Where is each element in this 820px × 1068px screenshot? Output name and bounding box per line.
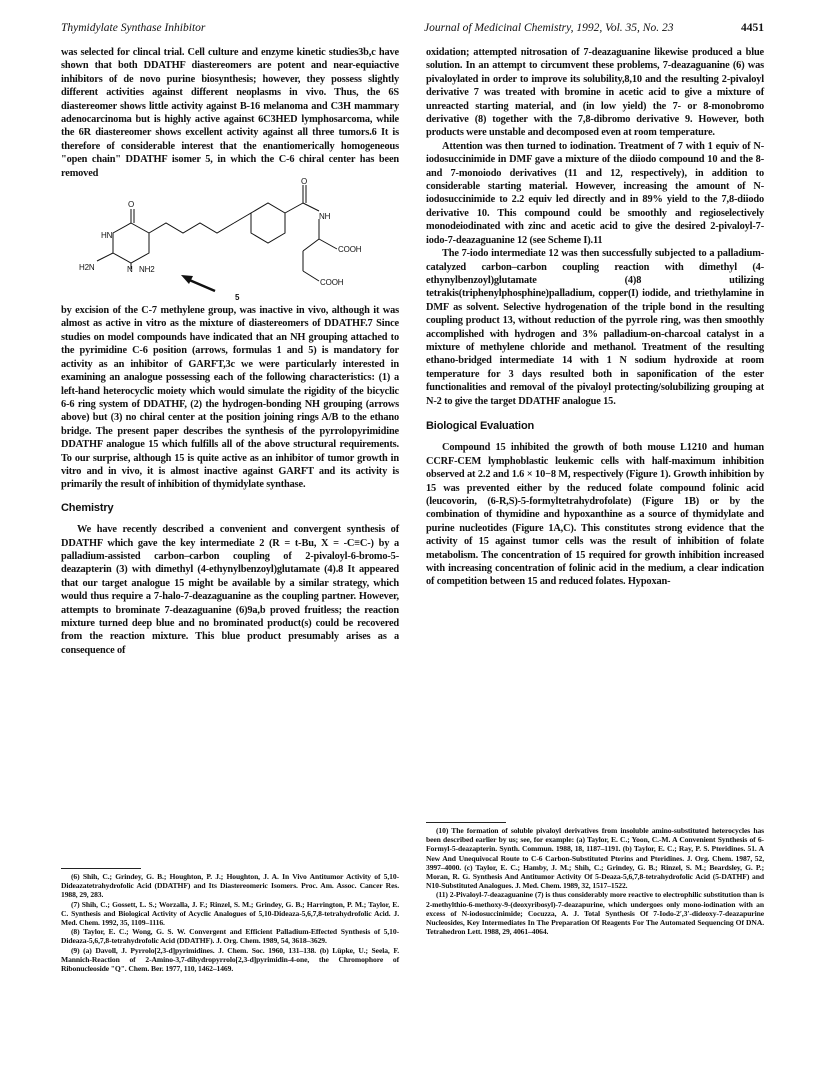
left-paragraph-2: by excision of the C-7 methylene group, was inactive in vivo, although it was almost as active in vitro as the mixture of diastereomers of DDATHF.7 Since studies on model compounds have indicated that an NH grouping attached to the pyrimidine C-6 position (arrows, formulas 1 and 5) is mandatory for activity as an inhibitor of GARFT,3c we were particularly interested in examining an analogue possessing each of the following characteristics: (1) a left-hand heterocyclic moiety which would simulate the rigidity of the bicyclic 6-6 ring system of DDATHF, (2) the hydrogen-bonding NH grouping (arrows above) but (3) no chiral center at the position joining rings A/B to the ethano bridge. The present paper describes the synthesis of the pyrrolopyrimidine DDATHF analogue 15 which fulfills all of the above structural requirements. To our surprise, although 15 is quite active as an inhibitor of tumor growth in vitro and in vivo, it is almost inactive against GARFT and its activity is primarily the result of inhibition of thymidylate synthase. bbox=[61, 305, 399, 491]
label-cooh-2: COOH bbox=[320, 278, 344, 288]
biological-evaluation-heading: Biological Evaluation bbox=[426, 419, 535, 432]
right-paragraph-2: Attention was then turned to iodination. Treatment of 7 with 1 equiv of N-iodosuccinimide in DMF gave a mixture of the diiodo compound 10 and the 8- and 7-monoiodo derivatives (11 and 12, respectively), in addition to considerable starting material. However, increasing the amount of N-iodosuccinimide to 2.2 equiv led directly and in 89% yield to the 7,8-diiodo derivative 10. This compound could be smoothly and regioselectively monodeiodinated with zinc and acetic acid to give the desired 2-pivaloyl-7-iodo-7-deazaguanine 12 (see Scheme I).11 bbox=[426, 140, 764, 246]
right-paragraph-1: oxidation; attempted nitrosation of 7-deazaguanine likewise produced a blue solution. In an attempt to circumvent these problems, 7-deazaguanine (6) was pivaloylated in order to improve its solubility,8,10 and the resulting 2-pivaloyl derivative 7 was treated with bromine in acetic acid to give a mixture of unreacted starting material, and (in low yield) the 7- or 8-monobromo derivative (8) together with the 7,8-dibromo derivative 9. However, both products were unstable and decomposed even at room temperature. bbox=[426, 47, 764, 139]
footnote-7: (7) Shih, C.; Gossett, L. S.; Worzalla, J. F.; Rinzel, S. M.; Grindey, G. B.; Harrington, P. M.; Taylor, E. C. Synthesis and Biological Activity of Acyclic Analogues of 5,10-Dideaza-5,6,7,8-tetrahydrofolic Acid. J. Med. Chem. 1992, 35, 1109–1116. bbox=[61, 899, 399, 928]
right-column bbox=[426, 46, 764, 589]
footnote-9: (9) (a) Davoll, J. Pyrrolo[2,3-d]pyrimidines. J. Chem. Soc. 1960, 131–138. (b) Lüpke, U.; Seela, F. Mannich-Reaction of 2-Amino-3,7-dihydropyrrolo[2,3-d]pyrimidin-4-one, the Chromophore of Ribonucleoside "Q". Chem. Ber. 1977, 110, 1462–1469. bbox=[61, 945, 399, 974]
footnote-rule-right bbox=[426, 822, 506, 823]
footnote-rule-left bbox=[61, 868, 141, 869]
label-amide-o: O bbox=[301, 177, 308, 187]
left-paragraph-1: was selected for clincal trial. Cell culture and enzyme kinetic studies3b,c have shown that both DDATHF diastereomers are potent and near-equiactive inhibitors of de novo purine biosynthesis; however, they possess slightly different activities against different neoplasms in vivo. Thus, the 6S diastereomer shows little activity against B-16 melanoma and C3H mammary adenocarcinoma but is highly active against 6C3HED lymphosarcoma, while the 6R diastereomer shows excellent activity against all three tumors.6 It is therefore of considerable interest that the enantiomerically homogeneous "open chain" DDATHF isomer 5, in which the C-6 chiral center has been removed bbox=[61, 47, 399, 179]
label-nh: NH bbox=[319, 212, 331, 222]
label-h2n: H2N bbox=[79, 263, 95, 273]
label-oxo: O bbox=[128, 200, 135, 210]
right-paragraph-3: The 7-iodo intermediate 12 was then successfully subjected to a palladium-catalyzed carbon–carbon coupling reaction with dimethyl (4-ethynylbenzoyl)glutamate (4)8 utilizing tetrakis(triphenylphosphine)palladium, copper(I) iodide, and triethylamine in DMF as solvent. Selective hydrogenation of the triple bond in the resulting coupling product 13, without reduction of the pyrrole ring, was then smoothly accomplished with hydrogen and 3% palladium-on-charcoal catalyst in a mixture of methylene chloride and methanol. Treatment of the resulting ethano-bridged intermediate 14 with 1 N sodium hydroxide at room temperature for 3 days resulted both in saponification of the ester functionalities and removal of the pivaloyl protecting/solubilizing grouping at N-2 to give the target DDATHF analogue 15. bbox=[426, 248, 764, 407]
journal-name: Journal of Medicinal Chemistry, 1992, Vol. 35, No. 23 bbox=[424, 22, 674, 34]
footnote-6: (6) Shih, C.; Grindey, G. B.; Houghton, P. J.; Houghton, J. A. In Vivo Antitumor Activity of 5,10-Dideazatetrahydrofolic Acid (DDATHF) and Its Diastereomeric Isomers. Proc. Am. Assoc. Cancer Res. 1988, 29, 283. bbox=[61, 872, 399, 900]
footnotes-right bbox=[426, 826, 764, 936]
right-paragraph-4: Compound 15 inhibited the growth of both mouse L1210 and human CCRF-CEM lymphoblastic leukemic cells with half-maximum inhibition observed at 2.2 and 1.6 × 10−8 M, respectively (Figure 1). Growth inhibition by 15 was prevented either by the reduced folate compound folinic acid (leucovorin, (6-R,S)-5-formyltetrahydrofolate) (Figure 1B) or by the combination of thymidine and hypoxanthine as a source of thymidylate and purine nucleotides (Figure 1A,C). This constitutes strong evidence that the activity of 15 against tumor cells was the result of inhibition of folate metabolism. The concentration of 15 required for growth inhibition increased with increasing concentration of folinic acid in the medium, a clear indication of competition between 15 and reduced folates. Hypoxan- bbox=[426, 442, 764, 588]
footnote-8: (8) Taylor, E. C.; Wong, G. S. W. Convergent and Efficient Palladium-Effected Synthesis of 5,10-Dideaza-5,6,7,8-tetrahydrofolic Acid (DDATHF). J. Org. Chem. 1989, 54, 3618–3629. bbox=[61, 927, 399, 946]
chemistry-heading: Chemistry bbox=[61, 501, 114, 514]
label-n: N bbox=[127, 265, 133, 275]
left-column bbox=[61, 46, 399, 657]
left-paragraph-3: We have recently described a convenient and convergent synthesis of DDATHF which gave the key intermediate 2 (R = t-Bu, X = -C≡C-) by a palladium-assisted carbon–carbon coupling of 2-pivaloyl-6-bromo-5-deazapterin (3) with dimethyl (4-ethynylbenzoyl)glutamate (4).8 It appeared that our target analogue 15 might be available by a similar strategy, which would thus require a 7-halo-7-deazaguanine as the coupling partner. However, attempts to brominate 7-deazaguanine (6)9a,b proved fruitless; the reaction mixture turned deep blue and no brominated product(s) could be recovered from the reaction mixture. This blue product presumably arises as a consequence of bbox=[61, 524, 399, 656]
chemical-structure-5 bbox=[61, 177, 399, 303]
footnote-11: (11) 2-Pivaloyl-7-deazaguanine (7) is thus considerably more reactive to electrophilic substitution than is 2-methylthio-6-methoxy-9-(deoxyribosyl)-7-deazapurine, which undergoes only mono-iodination with an excess of N-iodosuccinimide; Cocuzza, A. J. Total Synthesis Of 7-Iodo-2′,3′-dideoxy-7-deazapurine Nucleosides, Key Intermediates In The Preparation Of Reagents For The Automated Sequencing Of DNA. Tetrahedron Lett. 1988, 29, 4061–4064. bbox=[426, 890, 764, 937]
page-number: 4451 bbox=[741, 22, 764, 34]
label-cooh-1: COOH bbox=[338, 245, 362, 255]
running-title: Thymidylate Synthase Inhibitor bbox=[61, 22, 206, 34]
compound-number: 5 bbox=[235, 293, 240, 303]
journal-citation bbox=[424, 22, 764, 34]
footnote-10: (10) The formation of soluble pivaloyl derivatives from insoluble amino-substituted heterocycles has been described earlier by us; see, for example: (a) Taylor, E. C.; Yoon, C.-M. A Convenient Synthesis of 6-Formyl-5-deazapterin. Synth. Commun. 1988, 18, 1187–1191. (b) Taylor, E. C.; Ray, P. S. Pteridines. 51. A New And Unequivocal Route to C-6 Carbon-Substituted Pterins and Pteridines. J. Org. Chem. 1987, 52, 3997–4000. (c) Taylor, E. C.; Hamby, J. M.; Shih, C.; Grindey, G. B.; Rinzel, S. M.; Beardsley, G. P.; Moran, R. G. Synthesis And Antitumor Activity Of 5-Deaza-5,6,7,8-tetrahydrofolic Acid (5-DATHF) and N10-Substituted Analogues. J. Med. Chem. 1989, 32, 1517–1522. bbox=[426, 826, 764, 891]
footnotes-left bbox=[61, 872, 399, 973]
label-hn: HN bbox=[101, 231, 113, 241]
label-nh2: NH2 bbox=[139, 265, 155, 275]
